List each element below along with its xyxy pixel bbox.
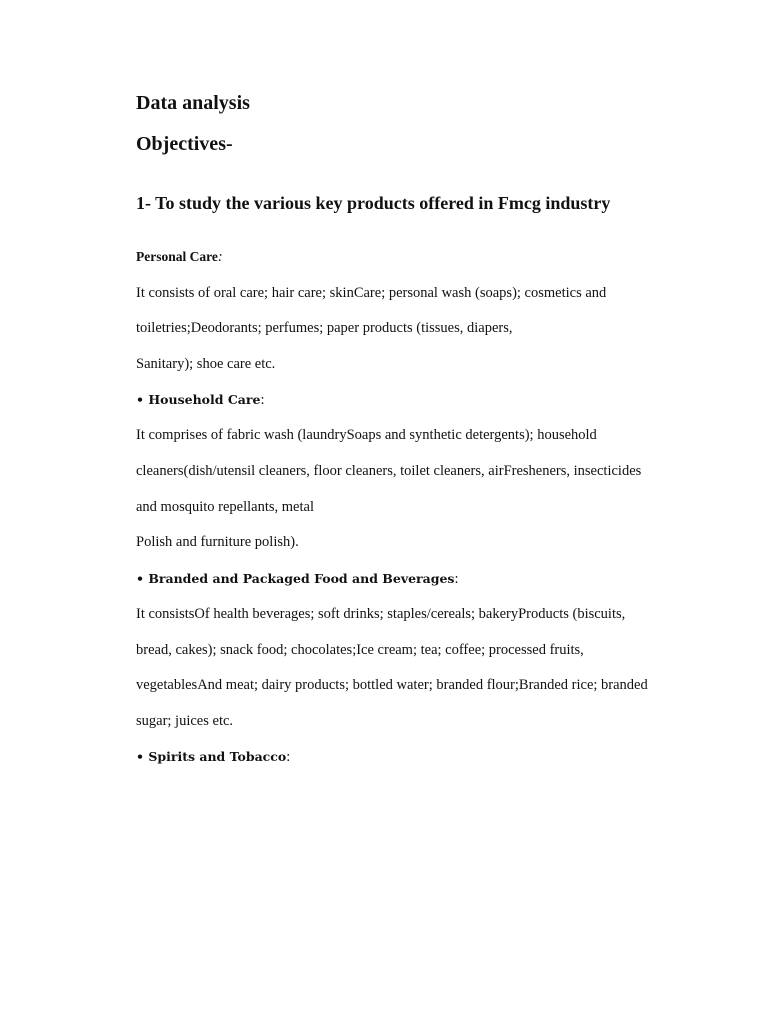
personal-care-suffix: : xyxy=(217,249,223,265)
household-care-heading xyxy=(136,391,264,409)
page-title: Data analysis xyxy=(136,92,250,114)
household-care-line-1: It comprises of fabric wash (laundrySoaps and synthetic detergents); household xyxy=(136,427,597,443)
personal-care-line-3: Sanitary); shoe care etc. xyxy=(136,356,276,372)
food-beverages-line-4: sugar; juices etc. xyxy=(136,713,234,729)
personal-care-line-1: It consists of oral care; hair care; skinCare; personal wash (soaps); cosmetics and xyxy=(136,285,607,301)
food-beverages-line-1: It consistsOf health beverages; soft drinks; staples/cereals; bakeryProducts (biscuits, xyxy=(136,606,626,622)
food-beverages-heading xyxy=(136,570,459,588)
spirits-tobacco-bullet: • xyxy=(136,749,149,764)
spirits-tobacco-label: Spirits and Tobacco xyxy=(148,749,287,764)
household-care-line-2: cleaners(dish/utensil cleaners, floor cleaners, toilet cleaners, airFresheners, insecticides xyxy=(136,463,642,479)
section-heading: 1- To study the various key products offered in Fmcg industry xyxy=(136,193,611,213)
spirits-tobacco-heading xyxy=(136,748,290,766)
food-beverages-line-3: vegetablesAnd meat; dairy products; bottled water; branded flour;Branded rice; branded xyxy=(136,677,648,693)
household-care-suffix: : xyxy=(260,392,265,408)
food-beverages-bullet: • xyxy=(136,571,149,586)
food-beverages-label: Branded and Packaged Food and Beverages xyxy=(148,571,455,586)
personal-care-label: Personal Care xyxy=(136,249,218,264)
objectives-heading: Objectives- xyxy=(136,133,233,155)
household-care-line-4: Polish and furniture polish). xyxy=(136,534,299,550)
food-beverages-line-2: bread, cakes); snack food; chocolates;Ice cream; tea; coffee; processed fruits, xyxy=(136,642,584,658)
food-beverages-suffix: : xyxy=(454,571,459,587)
household-care-bullet: • xyxy=(136,392,149,407)
personal-care-heading xyxy=(136,248,223,266)
household-care-label: Household Care xyxy=(148,392,261,407)
personal-care-line-2: toiletries;Deodorants; perfumes; paper products (tissues, diapers, xyxy=(136,320,513,336)
spirits-tobacco-suffix: : xyxy=(286,749,291,765)
household-care-line-3: and mosquito repellants, metal xyxy=(136,499,314,515)
